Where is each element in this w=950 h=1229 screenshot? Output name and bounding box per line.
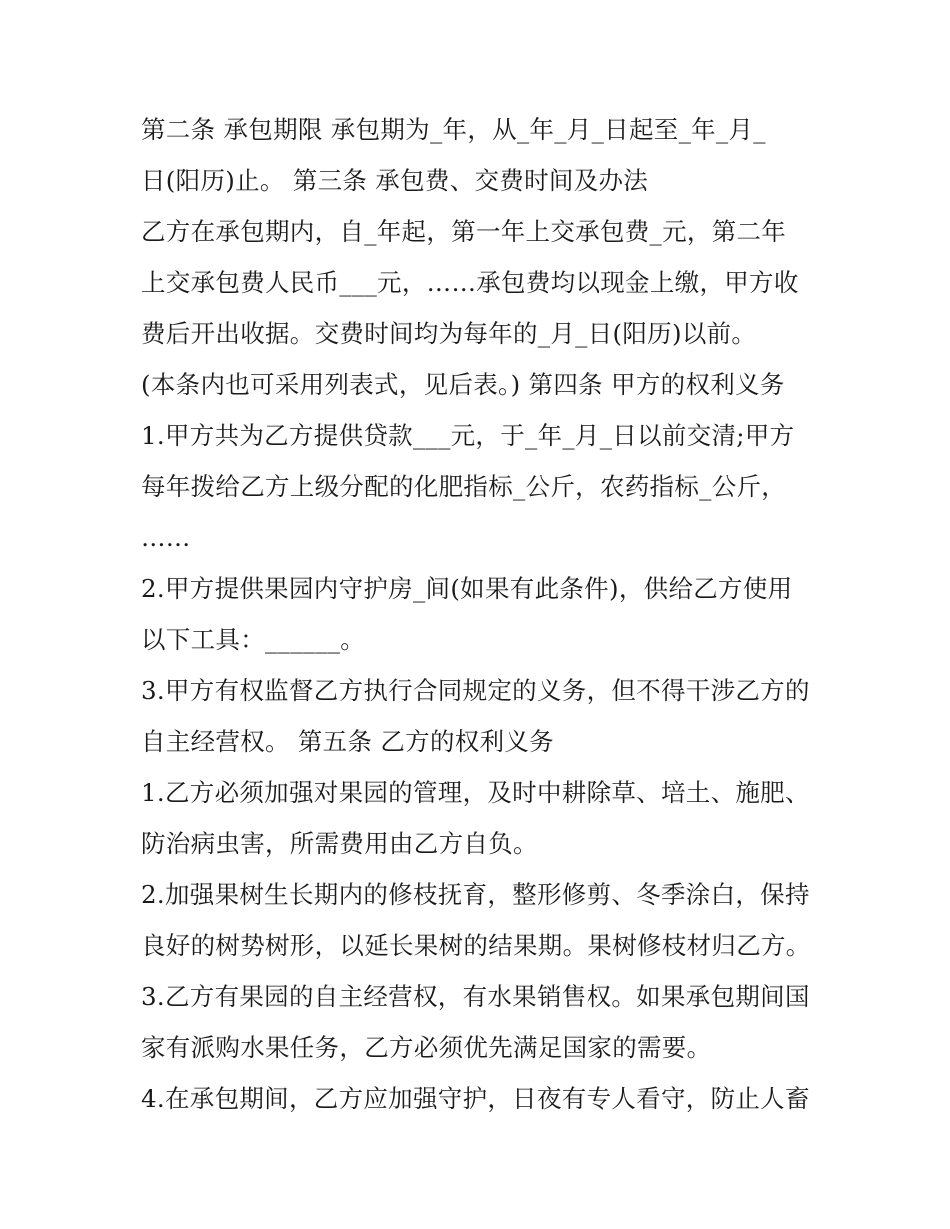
text-line: 日(阳历)止。 第三条 承包费、交费时间及办法 [141, 166, 649, 195]
text-line: 2.加强果树生长期内的修枝抚育，整形修剪、冬季涂白，保持 [141, 880, 810, 909]
text-line: 乙方在承包期内，自_年起，第一年上交承包费_元，第二年 [141, 217, 787, 246]
text-line: 上交承包费人民币___元，……承包费均以现金上缴，甲方收 [141, 268, 799, 297]
text-line: 防治病虫害，所需费用由乙方自负。 [141, 829, 538, 858]
document-body [141, 104, 821, 1124]
text-line: 自主经营权。 第五条 乙方的权利义务 [141, 727, 554, 756]
text-line: 第二条 承包期限 承包期为_年，从_年_月_日起至_年_月_ [141, 115, 766, 144]
text-line: 家有派购水果任务，乙方必须优先满足国家的需要。 [141, 1033, 712, 1062]
text-line: 费后开出收据。交费时间均为每年的_月_日(阳历)以前。 [141, 319, 757, 348]
text-line: 良好的树势树形，以延长果树的结果期。果树修枝材归乙方。 [141, 931, 811, 960]
text-line: 3.甲方有权监督乙方执行合同规定的义务，但不得干涉乙方的 [141, 676, 810, 705]
text-line: 1.甲方共为乙方提供贷款___元，于_年_月_日以前交清;甲方 [141, 421, 795, 450]
text-line: 每年拨给乙方上级分配的化肥指标_公斤，农药指标_公斤， [141, 472, 787, 501]
text-line: (本条内也可采用列表式，见后表。) 第四条 甲方的权利义务 [141, 370, 785, 399]
text-line: 4.在承包期间，乙方应加强守护，日夜有专人看守，防止人畜 [141, 1084, 810, 1113]
text-line: …… [141, 523, 191, 552]
text-line: 2.甲方提供果园内守护房_间(如果有此条件)，供给乙方使用 [141, 574, 793, 603]
text-line: 1.乙方必须加强对果园的管理，及时中耕除草、培土、施肥、 [141, 778, 810, 807]
text-line: 3.乙方有果园的自主经营权，有水果销售权。如果承包期间国 [141, 982, 810, 1011]
text-line: 以下工具：______。 [141, 625, 366, 654]
